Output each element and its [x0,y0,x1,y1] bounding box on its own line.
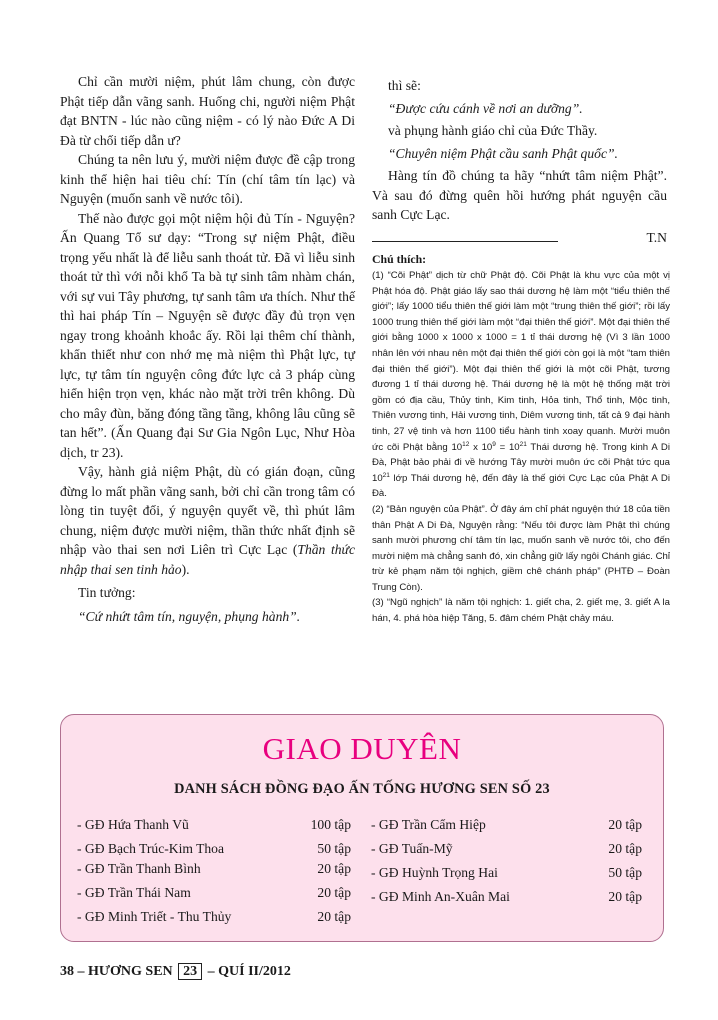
donor-name: - GĐ Bạch Trúc-Kim Thoa [77,841,225,856]
paragraph: thì sẽ: [388,78,421,93]
exponent: 21 [382,471,390,479]
page-number-label: 38 – HƯƠNG SEN [60,964,173,979]
paragraph-text: Vậy, hành giả niệm Phật, dù có gián đoạn, cũng đừng lo mất phần vãng sanh, bởi chỉ cần trong tâm có lòng tin tuyệt đối, ý nguyện quyết về, thì phút lâm chung, niệm được mười niệm, thần thức nhất định sẽ nhập vào thai sen nơi Liên trì Cực Lạc ( [60,464,355,557]
exponent: 9 [492,440,496,448]
donor-count: 50 tập [317,841,351,856]
footnote-1 [372,268,670,502]
donor-name: - GĐ Minh An-Xuân Mai [371,889,510,904]
footnote-text: lớp Thái dương hệ, đến đây là thế giới Cực Lạc của Phật A Di Đà. [372,472,670,500]
paragraph-end: ). [181,561,190,577]
paragraph: Chúng ta nên lưu ý, mười niệm được đề cập trong kinh thể hiện hai tiêu chí: Tín (chí tâm tín lạc) và Nguyện (muốn sanh về nước tôi). [60,152,355,206]
footnote-2: (2) “Bản nguyện của Phật”. Ở đây ám chỉ phát nguyện thứ 18 của tiền thân Phật A Di Đà, Nguyện rằng: “Nếu tôi được làm Phật thì chúng sanh mười phương chí tâm tín lạc, muốn sanh về nước tôi, cho đến mười niệm mà chẳng sanh đó, xin chẳng giữ lấy ngôi Chánh giác. Chỉ trừ kẻ phạm năm tội nghịch, giềm chê chánh pháp” (PHTĐ – Đoàn Trung Còn). [372,503,670,593]
donor-name: - GĐ Minh Triết - Thu Thủy [77,909,232,924]
donation-subtitle: DANH SÁCH ĐỒNG ĐẠO ẤN TỐNG HƯƠNG SEN SỐ 23 [174,781,550,797]
quote: “Được cứu cánh về nơi an dưỡng”. [388,100,583,116]
paragraph: Tin tưởng: [78,585,136,600]
donor-name: - GĐ Tuấn-Mỹ [371,841,453,856]
quote: “Chuyên niệm Phật cầu sanh Phật quốc”. [388,145,618,161]
page-footer [60,963,291,980]
donor-name: - GĐ Trần Thái Nam [77,885,191,900]
footnote-text: Thái dương hệ. Trong kinh A Di Đà, Phật bảo phải đi về hướng Tây mười muôn ức cõi Phật tức qua 10 [372,441,670,484]
donor-count: 20 tập [317,885,351,900]
footnotes-heading: Chú thích: [372,252,427,266]
footnote-text: x 10 [469,441,493,453]
quote: “Cứ nhứt tâm tín, nguyện, phụng hành”. [78,608,301,624]
donor-name: - GĐ Huỳnh Trọng Hai [371,865,498,880]
donor-name: - GĐ Trần Cẩm Hiệp [371,817,486,832]
footnote-text: = 10 [495,441,520,453]
donor-count: 20 tập [608,841,642,856]
donor-count: 20 tập [608,889,642,904]
signature: T.N [646,229,667,245]
donor-count: 50 tập [608,865,642,880]
donor-count: 100 tập [310,817,351,832]
issue-number: 23 [178,963,202,980]
donor-name: - GĐ Trần Thanh Bình [77,861,201,876]
paragraph: Chỉ cần mười niệm, phút lâm chung, còn được Phật tiếp dẫn vãng sanh. Huống chi, người niệm Phật đạt BNTN - lúc nào cũng niệm - có lý nào Đức A Di Đà từ chối tiếp dẫn ư? [60,74,355,148]
donor-count: 20 tập [317,861,351,876]
footnote-divider [372,241,558,242]
donor-count: 20 tập [608,817,642,832]
paragraph [60,462,355,579]
footnote-text: (1) “Cõi Phật” dịch từ chữ Phật độ. Cõi Phật là khu vực của một vị Phật hóa độ. Phật giáo lấy sao thái dương hệ làm một “tiểu thiên thế giới”; lấy 1000 tiểu thiên thế giới làm một “trung thiên thế giới”; rồi lấy 1000 trung thiên thế giới làm một “đại thiên thế giới”. Một đại thiên thế giới bằng 1000 x 1000 x 1000 = 1 tỉ thái dương hệ (Vì 3 lần 1000 nhân lên với nhau nên một đại thiên thế giới còn gọi là một “tam thiên đại thiên thế giới”). Một đại thiên thế giới là một cõi Phật, tương đương 1 tỉ thái dương hệ. Thái dương hệ là một hệ thống mặt trời gồm có địa cầu, Thủy tinh, Kim tinh, Hỏa tinh, Thổ tinh, Mộc tinh, Thiên vương tinh, Hải vương tinh, Diêm vương tinh, tất cả 9 đại hành tinh, 27 vệ tinh và hơn 1100 tiểu hành tinh xoay quanh. Mười muôn ức cõi Phật bằng 10 [372,270,670,453]
paragraph: và phụng hành giáo chỉ của Đức Thầy. [388,123,598,138]
exponent: 21 [519,440,527,448]
donation-box [60,714,664,942]
paragraph: Thế nào được gọi một niệm hội đủ Tín - Nguyện? Ấn Quang Tổ sư dạy: “Trong sự niệm Phật, điều trọng yếu nhất là để liễu sanh thoát tử. Đã vì liễu sinh thoát tử thì với nỗi khổ Ta bà tự sinh tâm nhàm chán, với sự vui Tây phương, tự sanh tâm ưa thích. Như thế thì hai pháp Tín – Nguyện sẽ được đầy đủ trọn vẹn ngay trong khoảnh khoắc ấy. Rồi lại thêm chí thành, khẩn thiết như con nhớ mẹ mà niệm thì Phật lực, tự lực, tự tâm tín nguyện công đức lực cả 3 pháp cùng hiển hiện trọn vẹn, khác nào mặt trời trên không. Dù cho mây đùn, băng đóng tầng tầng, không lâu cũng sẽ tan hết”. (Ấn Quang đại Sư Gia Ngôn Lục, Như Hòa dịch, tr 23). [60,210,355,460]
book-title: Thần thức nhập thai sen tinh hảo [60,542,355,577]
donor-count: 20 tập [317,909,351,924]
left-column-text [60,72,355,626]
donation-title: GIAO DUYÊN [262,731,462,766]
right-column-text [372,76,667,250]
exponent: 12 [462,440,470,448]
issue-quarter: – QUÍ II/2012 [207,964,291,979]
footnote-3: (3) “Ngũ nghịch” là năm tội nghịch: 1. giết cha, 2. giết mẹ, 3. giết A la hán, 4. phá hòa hiệp Tăng, 5. đâm chém Phật chảy máu. [372,597,670,625]
footnotes [372,250,670,627]
paragraph: Hàng tín đồ chúng ta hãy “nhứt tâm niệm Phật”. Và sau đó đừng quên hồi hướng phát nguyện cầu sanh Cực Lạc. [372,168,667,222]
donor-name: - GĐ Hứa Thanh Vũ [77,817,189,832]
